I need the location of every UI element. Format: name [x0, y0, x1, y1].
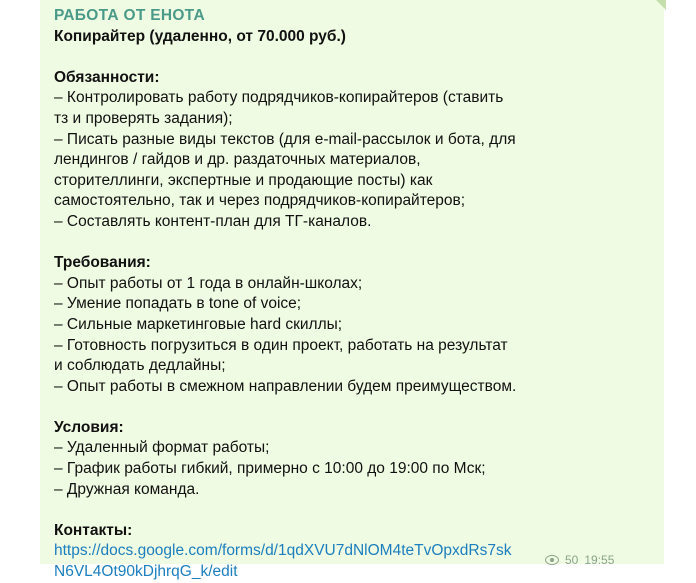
spacer [54, 397, 654, 418]
bubble-corner [656, 0, 666, 10]
duties-line: – Писать разные виды текстов (для e-mail-рассылок и бота, для [54, 130, 516, 148]
duties-line: тз и проверять задания); [54, 109, 233, 127]
duties-line: лендингов / гайдов и др. раздаточных материалов, [54, 151, 421, 169]
conditions-line: – График работы гибкий, примерно с 10:00 до 19:00 по Мск; [54, 460, 486, 478]
spacer [54, 500, 654, 521]
duties-heading: Обязанности: [54, 68, 160, 86]
job-title: Копирайтер (удаленно, от 70.000 руб.) [54, 27, 346, 45]
conditions-line: – Удаленный формат работы; [54, 439, 270, 457]
requirements-line: – Готовность погрузиться в один проект, работать на результат [54, 336, 508, 354]
contacts-heading: Контакты: [54, 521, 133, 539]
message-time: 19:55 [584, 553, 615, 567]
requirements-line: – Умение попадать в tone of voice; [54, 295, 302, 313]
duties-line: – Составлять контент-план для ТГ-каналов. [54, 212, 372, 230]
requirements-line: и соблюдать дедлайны; [54, 357, 226, 375]
requirements-line: – Опыт работы в смежном направлении будем преимуществом. [54, 377, 517, 395]
requirements-line: – Сильные маркетинговые hard скиллы; [54, 315, 343, 333]
view-count: 50 [565, 553, 579, 567]
requirements-line: – Опыт работы от 1 года в онлайн-школах; [54, 274, 363, 292]
message-content [54, 6, 654, 583]
duties-line: самостоятельно, так и через подрядчиков-копирайтеров; [54, 192, 466, 210]
conditions-heading: Условия: [54, 418, 124, 436]
spacer [54, 47, 654, 68]
requirements-heading: Требования: [54, 254, 151, 272]
duties-line: – Контролировать работу подрядчиков-копирайтеров (ставить [54, 89, 504, 107]
contact-link-continued[interactable]: N6VL4Ot90kDjhrqG_k/edit [54, 563, 238, 581]
conditions-line: – Дружная команда. [54, 480, 200, 498]
spacer [54, 233, 654, 254]
sender-name[interactable]: РАБОТА ОТ ЕНОТА [54, 7, 205, 24]
contact-link[interactable]: https://docs.google.com/forms/d/1qdXVU7dNlOM4teTvOpxdRs7sk [54, 542, 512, 560]
message-meta [545, 553, 614, 567]
duties-line: сторителлинги, экспертные и продающие посты) как [54, 171, 433, 189]
